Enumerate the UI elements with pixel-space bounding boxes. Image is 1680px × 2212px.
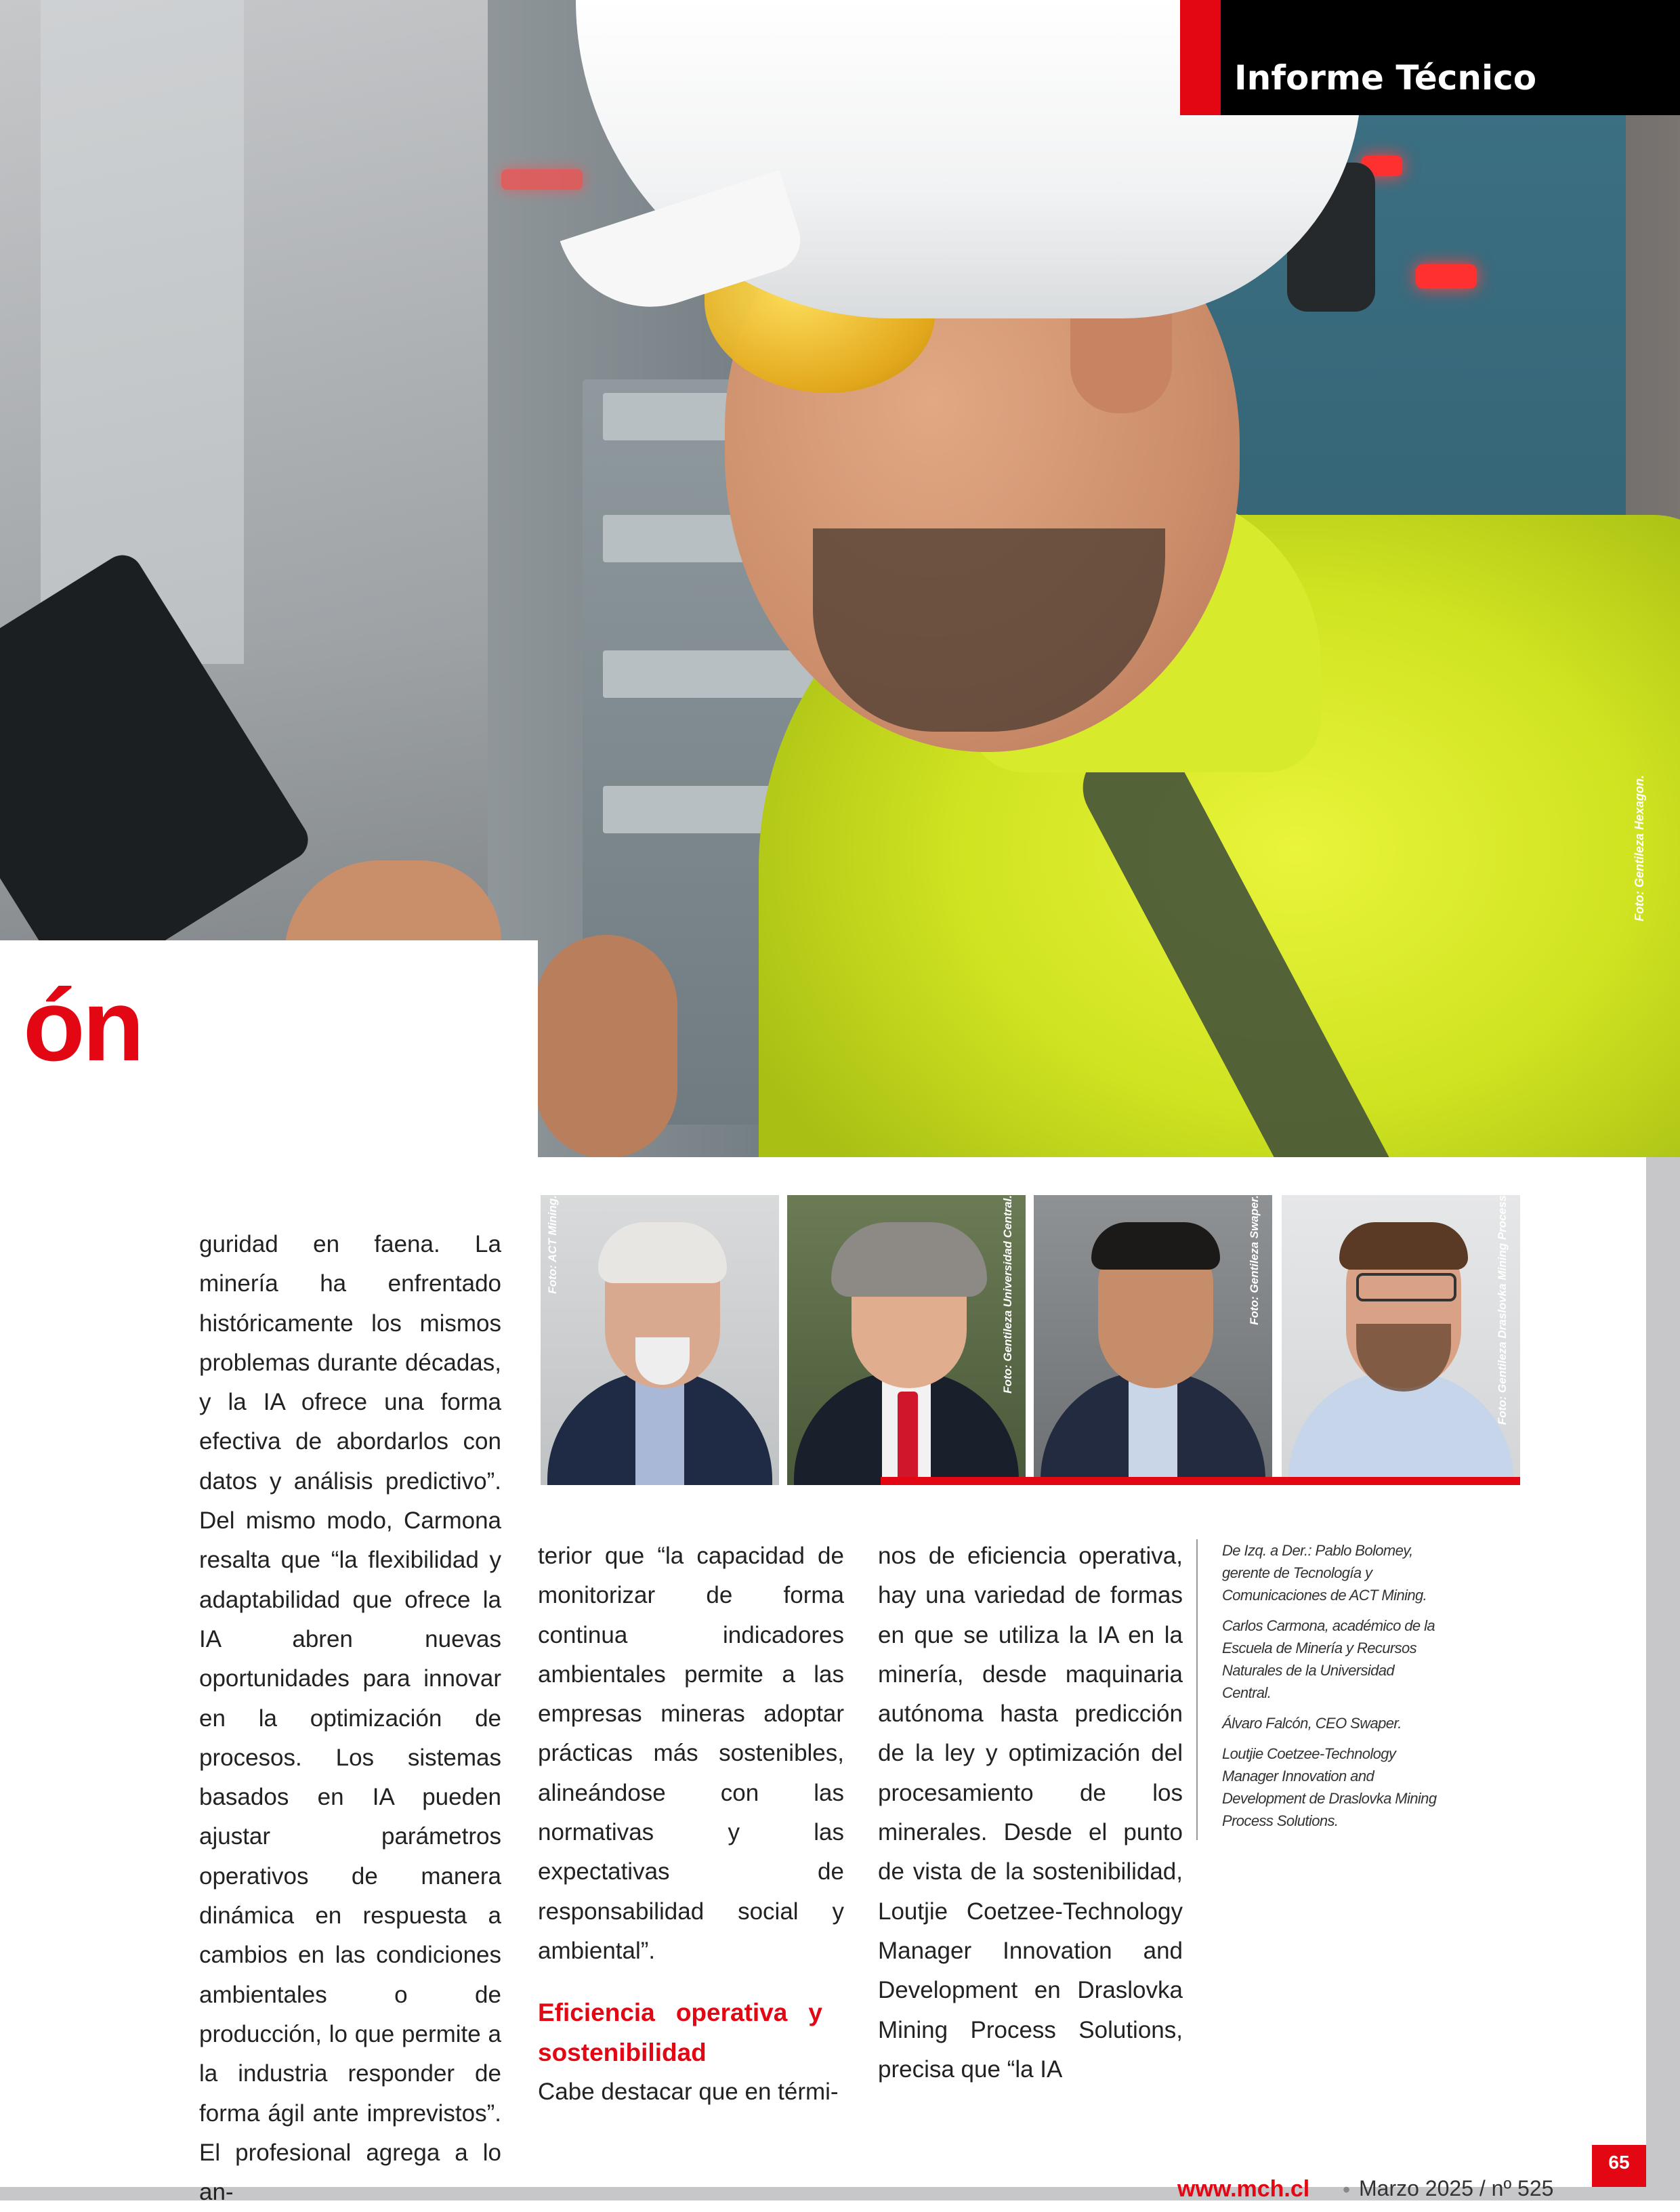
tie: [898, 1392, 918, 1485]
portrait-credit: Foto: Gentileza Draslovka Mining Process: [1496, 1195, 1509, 1425]
indicator-light: [501, 169, 583, 190]
body-column-2: terior que “la capacidad de monitorizar de forma continua indicadores ambientales permite a las empresas mineras adoptar prácticas más sostenibles, alineándose con las normativas y las expectativas de responsabilidad social y ambiental”. Eficiencia operativa y sostenibilidad Cabe destacar que en térmi-: [538, 1543, 844, 2105]
section-tag-accent: [1180, 0, 1221, 115]
portrait-accent-bar: [881, 1477, 1520, 1485]
portrait-alvaro-falcon: [1034, 1195, 1272, 1485]
glasses: [1356, 1273, 1456, 1301]
photo-caption: De Izq. a Der.: Pablo Bolomey, gerente de Tecnología y Comunicaciones de ACT Mining. Carlos Carmona, académico de la Escuela de Minería y Recursos Naturales de la Universidad Central. Álvaro Falcón, CEO Swaper. Loutjie Coetzee-Technology Manager Innovation and Development de Draslovka Mining Process Solutions.: [1196, 1539, 1446, 1840]
portrait-credit: Foto: Gentileza Swaper.: [1248, 1195, 1261, 1325]
portrait-loutjie-coetzee: [1282, 1195, 1520, 1485]
portrait-credit: Foto: Gentileza Universidad Central.: [1001, 1195, 1014, 1394]
section-subheading: Eficiencia operativa y sostenibilidad: [538, 1999, 822, 2066]
indicator-light: [1416, 264, 1477, 289]
section-tag: [1221, 0, 1680, 115]
body-column-1: guridad en faena. La minería ha enfrentado históricamente los mismos problemas durante décadas, y la IA ofrece una forma efectiva de abordarlos con datos y análisis predictivo”. Del mismo modo, Carmona resalta que “la flexibilidad y adaptabilidad que ofrece la IA abren nuevas oportunidades para innovar en la optimización de procesos. Los sistemas basados en IA pueden ajustar parámetros operativos de manera dinámica en respuesta a cambios en las condiciones ambientales o de producción, lo que permite a la industria responder de forma ágil ante imprevistos”. El profesional agrega a lo an-: [199, 1231, 501, 2206]
hand: [535, 935, 677, 1157]
footer-website-link[interactable]: www.mch.cl: [1177, 2176, 1310, 2202]
article-title-fragment: ón: [23, 968, 142, 1082]
portrait-pablo-bolomey: [541, 1195, 779, 1485]
hero-photo-credit: Foto: Gentileza Hexagon.: [1633, 774, 1646, 921]
body-column-3: nos de eficiencia operativa, hay una variedad de formas en que se utiliza la IA en la minería, desde maquinaria autónoma hasta predicción de la ley y optimización del procesamiento de los minerales. Desde el punto de vista de la sostenibilidad, Loutjie Coetzee-Technology Manager Innovation and Development en Draslovka Mining Process Solutions, precisa que “la IA: [878, 1543, 1183, 2083]
portrait-credit: Foto: ACT Mining.: [546, 1195, 559, 1294]
footer-separator: •: [1343, 2177, 1351, 2202]
page-edge-strip: [1646, 1157, 1680, 2200]
page-number: 65: [1608, 2152, 1630, 2173]
portrait-carlos-carmona: [787, 1195, 1026, 1485]
background-panel: [41, 0, 244, 664]
section-tag-label: Informe Técnico: [1234, 58, 1537, 98]
footer-issue: Marzo 2025 / nº 525: [1359, 2176, 1554, 2200]
